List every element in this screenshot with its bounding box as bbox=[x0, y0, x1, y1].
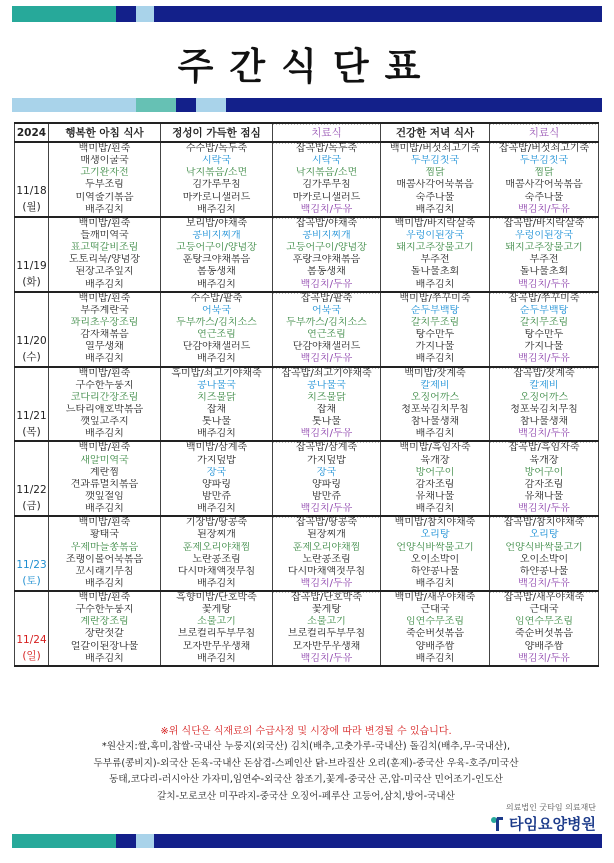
therapeutic-lunch-cell bbox=[273, 142, 381, 217]
menu-item: 부추전 bbox=[529, 254, 559, 266]
menu-item: 찜닭 bbox=[534, 167, 554, 179]
therapeutic-lunch-cell bbox=[273, 441, 381, 516]
breakfast-cell bbox=[49, 142, 161, 217]
menu-item: 들깨미역국 bbox=[80, 229, 129, 241]
origin-notes bbox=[14, 739, 598, 805]
menu-item: 코다리간장조림 bbox=[70, 391, 139, 403]
menu-item: 백미밥/바지락살죽 bbox=[394, 217, 476, 229]
date-label: 11/18 bbox=[16, 185, 47, 197]
menu-item: 임연수무조림 bbox=[515, 616, 573, 628]
menu-item: 백미밥/삼계죽 bbox=[185, 442, 248, 454]
dinner-cell bbox=[381, 142, 490, 217]
menu-item: 노란콩조림 bbox=[302, 553, 351, 565]
menu-item: 백미밥/흰죽 bbox=[78, 217, 131, 229]
origin-note-line: 갈치-모로코산 미꾸라지-중국산 오징어-페루산 고등어,삼치,방어-국내산 bbox=[157, 790, 455, 802]
menu-item: 백김치/두유 bbox=[518, 203, 570, 215]
therapeutic-dinner-cell bbox=[490, 292, 599, 367]
menu-item: 백미밥/흰죽 bbox=[78, 367, 131, 379]
lunch-cell bbox=[161, 516, 273, 591]
therapeutic-dinner-cell bbox=[490, 591, 599, 666]
date-cell bbox=[15, 516, 49, 591]
medical-cross-icon bbox=[489, 816, 505, 832]
menu-item: 육개장 bbox=[420, 454, 450, 466]
menu-item: 백김치/두유 bbox=[518, 577, 570, 589]
menu-item: 잡곡밥/흑임자죽 bbox=[508, 442, 580, 454]
lunch-cell bbox=[161, 591, 273, 666]
date-cell bbox=[15, 367, 49, 442]
menu-item: 매콤사각어묵볶음 bbox=[396, 179, 474, 191]
date-cell bbox=[15, 217, 49, 292]
menu-item: 양파링 bbox=[312, 478, 341, 490]
menu-item: 배추김치 bbox=[85, 428, 124, 440]
menu-item: 깻잎절임 bbox=[85, 490, 124, 502]
menu-item: 가지덮밥 bbox=[307, 454, 346, 466]
menu-item: 훈제오리야채찜 bbox=[182, 541, 251, 553]
menu-item: 장란젓갈 bbox=[85, 628, 124, 640]
menu-item: 백미밥/흰죽 bbox=[78, 517, 131, 529]
menu-item: 된장찌개 bbox=[307, 529, 346, 541]
menu-item: 오징어까스 bbox=[519, 391, 569, 403]
menu-item: 배추김치 bbox=[85, 278, 124, 290]
menu-item: 낙지볶음/소면 bbox=[295, 167, 358, 179]
date-label: 11/21 bbox=[16, 409, 47, 422]
lunch-cell bbox=[161, 292, 273, 367]
menu-change-footnote: ※위 식단은 식재료의 수급사정 및 시장에 따라 변경될 수 있습니다. bbox=[160, 726, 452, 737]
menu-item: 감자채볶음 bbox=[80, 329, 129, 341]
menu-item: 우렁이된장국 bbox=[406, 229, 464, 241]
menu-item: 백미밥/잣계죽 bbox=[404, 367, 466, 379]
menu-item: 톳나물 bbox=[312, 416, 341, 428]
menu-item: 청포묵김치무침 bbox=[401, 403, 469, 415]
menu-item: 잡채 bbox=[316, 403, 337, 415]
menu-item: 잡곡밥/땅콩죽 bbox=[295, 517, 358, 529]
page-title: 주간식단표 bbox=[177, 45, 437, 88]
menu-item: 배추김치 bbox=[197, 577, 236, 589]
menu-item: 김가루무침 bbox=[192, 179, 241, 191]
lunch-cell bbox=[161, 217, 273, 292]
menu-item: 죽순버섯볶음 bbox=[515, 628, 573, 640]
menu-item: 톳나물 bbox=[202, 416, 231, 428]
menu-item: 배추김치 bbox=[197, 652, 236, 664]
menu-item: 잡곡밥/바지락살죽 bbox=[503, 217, 585, 229]
menu-item: 소불고기 bbox=[307, 616, 346, 628]
day-row bbox=[15, 516, 599, 591]
day-row bbox=[15, 441, 599, 516]
menu-item: 된장찌개 bbox=[197, 529, 236, 541]
menu-item: 방어구이 bbox=[415, 466, 455, 478]
header-lunch: 정성이 가득한 점심 bbox=[161, 123, 273, 142]
weekday-label: (수) bbox=[22, 350, 41, 363]
menu-item: 언양식바싹불고기 bbox=[396, 541, 474, 553]
menu-item: 된장고추잎지 bbox=[75, 266, 134, 278]
menu-item: 양파링 bbox=[202, 478, 231, 490]
menu-item: 탕수만두 bbox=[524, 329, 564, 341]
menu-item: 치즈불닭 bbox=[307, 391, 346, 403]
menu-item: 낙지볶음/소면 bbox=[185, 167, 248, 179]
menu-item: 두부조림 bbox=[85, 179, 124, 191]
menu-item: 백김치/두유 bbox=[518, 428, 570, 440]
menu-item: 장국 bbox=[316, 466, 337, 478]
menu-item: 고등어구이/양념장 bbox=[176, 242, 257, 254]
menu-item: 마카로니샐러드 bbox=[182, 191, 251, 203]
menu-item: 브로컬리두부무침 bbox=[287, 628, 366, 640]
menu-item: 돌나물초회 bbox=[519, 266, 569, 278]
menu-item: 밤만쥬 bbox=[312, 490, 341, 502]
breakfast-cell bbox=[49, 367, 161, 442]
menu-item: 구수한누룽지 bbox=[75, 379, 134, 391]
menu-item: 느타리애호박볶음 bbox=[65, 403, 144, 415]
date-cell bbox=[15, 142, 49, 217]
date-cell bbox=[15, 441, 49, 516]
menu-item: 배추김치 bbox=[85, 203, 124, 215]
date-label: 11/22 bbox=[16, 484, 47, 497]
header-year: 2024 bbox=[15, 123, 49, 142]
menu-item: 근대국 bbox=[420, 604, 450, 616]
therapeutic-lunch-cell bbox=[273, 516, 381, 591]
menu-item: 백김치/두유 bbox=[300, 652, 353, 664]
menu-item: 백미밥/흰죽 bbox=[78, 592, 131, 604]
menu-item: 돌나물초회 bbox=[410, 266, 460, 278]
menu-item: 고등어구이/양념장 bbox=[286, 242, 367, 254]
therapeutic-dinner-cell bbox=[490, 367, 599, 442]
menu-item: 잡곡밥/새우야채죽 bbox=[503, 592, 585, 604]
menu-item: 열무생채 bbox=[85, 341, 124, 353]
menu-item: 다시마채액젓무침 bbox=[177, 565, 256, 577]
header-dinner: 건강한 저녁 식사 bbox=[381, 123, 490, 142]
menu-item: 돼지고추장불고기 bbox=[505, 242, 583, 254]
therapeutic-lunch-cell bbox=[273, 367, 381, 442]
menu-item: 백미밥/버섯쇠고기죽 bbox=[389, 143, 481, 154]
menu-item: 두부김칫국 bbox=[410, 155, 460, 167]
menu-item: 양배추쌈 bbox=[415, 640, 455, 652]
dinner-cell bbox=[381, 591, 490, 666]
menu-item: 연근조림 bbox=[197, 329, 236, 341]
dinner-cell bbox=[381, 217, 490, 292]
menu-item: 도토리묵/양념장 bbox=[69, 254, 140, 266]
menu-item: 잡곡밥/잣계죽 bbox=[513, 367, 575, 379]
menu-item: 잡곡밥/삼계죽 bbox=[295, 442, 358, 454]
menu-item: 김가루무침 bbox=[302, 179, 351, 191]
weekday-label: (일) bbox=[22, 650, 41, 663]
menu-item: 백미밥/흰죽 bbox=[78, 292, 131, 304]
menu-item: 모자반무우생채 bbox=[292, 640, 361, 652]
breakfast-cell bbox=[49, 292, 161, 367]
header-therapeutic-dinner: 치료식 bbox=[490, 123, 599, 142]
menu-item: 양배추쌈 bbox=[524, 640, 564, 652]
dinner-cell bbox=[381, 367, 490, 442]
menu-item: 잡곡밥/버섯쇠고기죽 bbox=[498, 143, 590, 154]
menu-item: 얼갈이된장나물 bbox=[70, 640, 139, 652]
menu-item: 다시마채액젓무침 bbox=[287, 565, 366, 577]
menu-item: 흑향미밥/단호박죽 bbox=[176, 592, 257, 604]
menu-item: 기장밥/땅콩죽 bbox=[185, 517, 248, 529]
menu-item: 소불고기 bbox=[197, 616, 236, 628]
menu-item: 백김치/두유 bbox=[300, 428, 353, 440]
menu-item: 감자조림 bbox=[415, 478, 455, 490]
menu-item: 배추김치 bbox=[415, 278, 455, 290]
menu-item: 장국 bbox=[206, 466, 227, 478]
header-therapeutic-lunch: 치료식 bbox=[273, 123, 381, 142]
menu-item: 배추김치 bbox=[197, 353, 236, 365]
menu-item: 배추김치 bbox=[85, 652, 124, 664]
menu-item: 훈제오리야채찜 bbox=[292, 541, 361, 553]
breakfast-cell bbox=[49, 217, 161, 292]
dinner-cell bbox=[381, 292, 490, 367]
menu-item: 어묵국 bbox=[312, 304, 341, 316]
menu-item: 배추김치 bbox=[415, 652, 455, 664]
weekday-label: (금) bbox=[22, 500, 41, 513]
menu-item: 표고떡갈비조림 bbox=[70, 242, 139, 254]
menu-item: 꽃게탕 bbox=[202, 604, 231, 616]
menu-item: 백미밥/흑임자죽 bbox=[399, 442, 471, 454]
bottom-decorative-stripe bbox=[12, 834, 602, 848]
menu-item: 찜닭 bbox=[425, 167, 445, 179]
logo-subtitle: 의료법인 굿타임 의료재단 bbox=[505, 803, 596, 812]
therapeutic-lunch-cell bbox=[273, 217, 381, 292]
menu-item: 임연수무조림 bbox=[406, 616, 464, 628]
logo-wordmark bbox=[489, 813, 596, 834]
menu-item: 단감야채샐러드 bbox=[292, 341, 361, 353]
menu-item: 두부까스/김치소스 bbox=[286, 316, 367, 328]
menu-item: 백미밥/흰죽 bbox=[78, 143, 131, 154]
menu-item: 시락국 bbox=[202, 155, 231, 167]
menu-item: 백김치/두유 bbox=[300, 503, 353, 515]
menu-item: 배추김치 bbox=[197, 428, 236, 440]
menu-item: 계란찜 bbox=[90, 466, 119, 478]
day-row bbox=[15, 367, 599, 442]
date-cell bbox=[15, 292, 49, 367]
menu-item: 탕수만두 bbox=[415, 329, 455, 341]
menu-item: 콩나물국 bbox=[197, 379, 236, 391]
menu-item: 배추김치 bbox=[85, 353, 124, 365]
breakfast-cell bbox=[49, 441, 161, 516]
menu-item: 배추김치 bbox=[197, 203, 236, 215]
menu-item: 배추김치 bbox=[415, 503, 455, 515]
menu-item: 하얀콩나물 bbox=[410, 565, 460, 577]
menu-item: 백김치/두유 bbox=[518, 278, 570, 290]
menu-item: 연근조림 bbox=[307, 329, 346, 341]
menu-item: 오리탕 bbox=[420, 529, 450, 541]
menu-item: 훈탕크야채볶음 bbox=[182, 254, 251, 266]
dinner-cell bbox=[381, 516, 490, 591]
menu-item: 부추계란국 bbox=[80, 304, 129, 316]
menu-item: 모자반무우생채 bbox=[182, 640, 251, 652]
menu-item: 갈치무조림 bbox=[519, 316, 569, 328]
menu-item: 백미밥/새우야채죽 bbox=[394, 592, 476, 604]
menu-item: 순두부백탕 bbox=[410, 304, 460, 316]
menu-item: 시락국 bbox=[312, 155, 341, 167]
day-row bbox=[15, 217, 599, 292]
menu-item: 구수한누룽지 bbox=[75, 604, 134, 616]
menu-item: 배추김치 bbox=[415, 428, 455, 440]
menu-item: 백김치/두유 bbox=[518, 652, 570, 664]
menu-item: 매생이굴국 bbox=[80, 155, 129, 167]
menu-item: 꽃게탕 bbox=[312, 604, 341, 616]
menu-item: 배추김치 bbox=[415, 577, 455, 589]
menu-item: 배추김치 bbox=[197, 278, 236, 290]
day-row bbox=[15, 591, 599, 666]
menu-item: 우제마늘쫑볶음 bbox=[70, 541, 139, 553]
menu-item: 숙주나물 bbox=[524, 191, 564, 203]
menu-item: 단감야채샐러드 bbox=[182, 341, 251, 353]
top-decorative-stripe bbox=[12, 6, 602, 22]
menu-item: 치즈불닭 bbox=[197, 391, 236, 403]
day-row bbox=[15, 292, 599, 367]
menu-item: 밤만쥬 bbox=[202, 490, 231, 502]
menu-item: 잡곡밥/야채죽 bbox=[295, 217, 358, 229]
menu-item: 미역줄기볶음 bbox=[75, 191, 134, 203]
menu-item: 오이소박이 bbox=[519, 553, 569, 565]
menu-item: 유채나물 bbox=[524, 490, 564, 502]
title-underline-stripe bbox=[12, 98, 602, 112]
therapeutic-dinner-cell bbox=[490, 441, 599, 516]
menu-item: 순두부백탕 bbox=[519, 304, 569, 316]
menu-item: 견과류멸치볶음 bbox=[70, 478, 139, 490]
menu-item: 노란콩조림 bbox=[192, 553, 241, 565]
origin-note-line: 두부류(콩비지)-외국산 돈육-국내산 돈삼겹-스페인산 닭-브라질산 오리(훈제)-중국산 우육-호주/미국산 bbox=[93, 757, 519, 769]
menu-item: 언양식바싹불고기 bbox=[505, 541, 583, 553]
menu-item: 참나물생채 bbox=[519, 416, 569, 428]
menu-item: 잡곡밥/팥죽 bbox=[300, 292, 353, 304]
menu-item: 매콤사각어묵볶음 bbox=[505, 179, 583, 191]
breakfast-cell bbox=[49, 591, 161, 666]
menu-item: 방어구이 bbox=[524, 466, 564, 478]
menu-item: 유채나물 bbox=[415, 490, 455, 502]
menu-item: 돼지고추장불고기 bbox=[396, 242, 474, 254]
menu-item: 콩비지찌개 bbox=[302, 229, 351, 241]
menu-item: 백김치/두유 bbox=[518, 353, 570, 365]
weekday-label: (월) bbox=[22, 201, 41, 213]
menu-item: 새알미역국 bbox=[80, 454, 129, 466]
date-label: 11/20 bbox=[16, 334, 47, 347]
lunch-cell bbox=[161, 367, 273, 442]
menu-item: 흑미밥/쇠고기야채죽 bbox=[171, 367, 262, 379]
menu-item: 백김치/두유 bbox=[518, 503, 570, 515]
menu-item: 감자조림 bbox=[524, 478, 564, 490]
menu-item: 황태국 bbox=[90, 529, 119, 541]
menu-item: 마카로니샐러드 bbox=[292, 191, 361, 203]
menu-item: 잡곡밥/단호박죽 bbox=[291, 592, 362, 604]
therapeutic-lunch-cell bbox=[273, 292, 381, 367]
menu-item: 오징어까스 bbox=[410, 391, 460, 403]
breakfast-cell bbox=[49, 516, 161, 591]
date-label: 11/19 bbox=[16, 259, 47, 272]
lunch-cell bbox=[161, 441, 273, 516]
menu-item: 배추김치 bbox=[415, 203, 455, 215]
day-row bbox=[15, 142, 599, 217]
menu-item: 콩나물국 bbox=[307, 379, 346, 391]
menu-item: 봄동생채 bbox=[307, 266, 346, 278]
menu-item: 육개장 bbox=[529, 454, 559, 466]
menu-item: 콩비지찌개 bbox=[192, 229, 241, 241]
menu-item: 백김치/두유 bbox=[300, 278, 353, 290]
date-cell bbox=[15, 591, 49, 666]
menu-item: 백미밥/쭈꾸미죽 bbox=[399, 292, 471, 304]
menu-item: 숙주나물 bbox=[415, 191, 455, 203]
menu-item: 죽순버섯볶음 bbox=[406, 628, 464, 640]
menu-item: 배추김치 bbox=[415, 353, 455, 365]
menu-item: 봄동생채 bbox=[197, 266, 236, 278]
menu-item: 하얀콩나물 bbox=[519, 565, 569, 577]
menu-item: 오리탕 bbox=[529, 529, 559, 541]
logo-name: 타임요양병원 bbox=[509, 815, 596, 833]
origin-note-line: *원산지:쌀,흑미,찹쌀-국내산 누룽지(외국산) 김치(배추,고춧가루-국내산) 돌김치(배추,무-국내산), bbox=[101, 741, 511, 752]
lunch-cell bbox=[161, 142, 273, 217]
menu-item: 우렁이된장국 bbox=[515, 229, 573, 241]
menu-item: 보리밥/야채죽 bbox=[185, 217, 248, 229]
menu-item: 참나물생채 bbox=[410, 416, 460, 428]
therapeutic-lunch-cell bbox=[273, 591, 381, 666]
menu-item: 백미밥/흰죽 bbox=[78, 442, 131, 454]
menu-item: 부추전 bbox=[420, 254, 450, 266]
header-breakfast: 행복한 아침 식사 bbox=[49, 123, 161, 142]
menu-item: 갈치무조림 bbox=[410, 316, 460, 328]
menu-item: 칼제비 bbox=[529, 379, 559, 391]
menu-item: 백김치/두유 bbox=[300, 577, 353, 589]
menu-item: 조랭이볼어묵볶음 bbox=[65, 553, 144, 565]
date-label: 11/24 bbox=[16, 634, 47, 647]
menu-item: 잡곡밥/참치야채죽 bbox=[503, 517, 585, 529]
menu-item: 후랑크야채볶음 bbox=[292, 254, 361, 266]
menu-item: 청포묵김치무침 bbox=[510, 403, 578, 415]
menu-item: 두부김칫국 bbox=[519, 155, 569, 167]
menu-item: 배추김치 bbox=[85, 577, 124, 589]
menu-item: 근대국 bbox=[529, 604, 559, 616]
menu-item: 꼬시래기무침 bbox=[75, 565, 134, 577]
date-label: 11/23 bbox=[16, 559, 47, 572]
dinner-cell bbox=[381, 441, 490, 516]
weekday-label: (토) bbox=[22, 575, 41, 588]
menu-item: 계란장조림 bbox=[80, 616, 129, 628]
menu-item: 수수밥/녹두죽 bbox=[185, 143, 248, 154]
menu-item: 백미밥/참치야채죽 bbox=[394, 517, 476, 529]
menu-item: 가지나물 bbox=[524, 341, 564, 353]
menu-item: 브로컬리두부무침 bbox=[177, 628, 256, 640]
menu-item: 칼제비 bbox=[420, 379, 450, 391]
menu-item: 잡곡밥/녹두죽 bbox=[295, 143, 358, 154]
menu-item: 잡곡밥/쇠고기야채죽 bbox=[281, 367, 372, 379]
menu-item: 배추김치 bbox=[197, 503, 236, 515]
menu-item: 두부까스/김치소스 bbox=[176, 316, 257, 328]
menu-item: 배추김치 bbox=[85, 503, 124, 515]
menu-item: 수수밥/팥죽 bbox=[190, 292, 243, 304]
hospital-logo bbox=[489, 802, 596, 834]
menu-item: 깻잎고추지 bbox=[80, 416, 129, 428]
weekday-label: (화) bbox=[22, 275, 41, 288]
weekday-label: (목) bbox=[22, 425, 41, 438]
menu-item: 오이소박이 bbox=[410, 553, 460, 565]
menu-body bbox=[15, 142, 599, 666]
therapeutic-dinner-cell bbox=[490, 217, 599, 292]
menu-item: 가지나물 bbox=[415, 341, 455, 353]
therapeutic-dinner-cell bbox=[490, 516, 599, 591]
origin-note-line: 동태,코다리-러시아산 가자미,임연수-외국산 참조기,꽃게-중국산 곤,압-미국산 민어조기-인도산 bbox=[109, 774, 503, 785]
menu-item: 백김치/두유 bbox=[300, 353, 353, 365]
menu-item: 잡곡밥/쭈꾸미죽 bbox=[508, 292, 580, 304]
menu-item: 백김치/두유 bbox=[300, 203, 353, 215]
therapeutic-dinner-cell bbox=[490, 142, 599, 217]
menu-header-row bbox=[15, 123, 599, 142]
menu-item: 잡채 bbox=[206, 403, 227, 415]
menu-item: 꽈리초우장조림 bbox=[70, 316, 139, 328]
menu-item: 어묵국 bbox=[202, 304, 231, 316]
menu-item: 고기완자전 bbox=[80, 167, 129, 179]
menu-item: 가지덮밥 bbox=[197, 454, 236, 466]
weekly-menu-table bbox=[14, 122, 599, 667]
